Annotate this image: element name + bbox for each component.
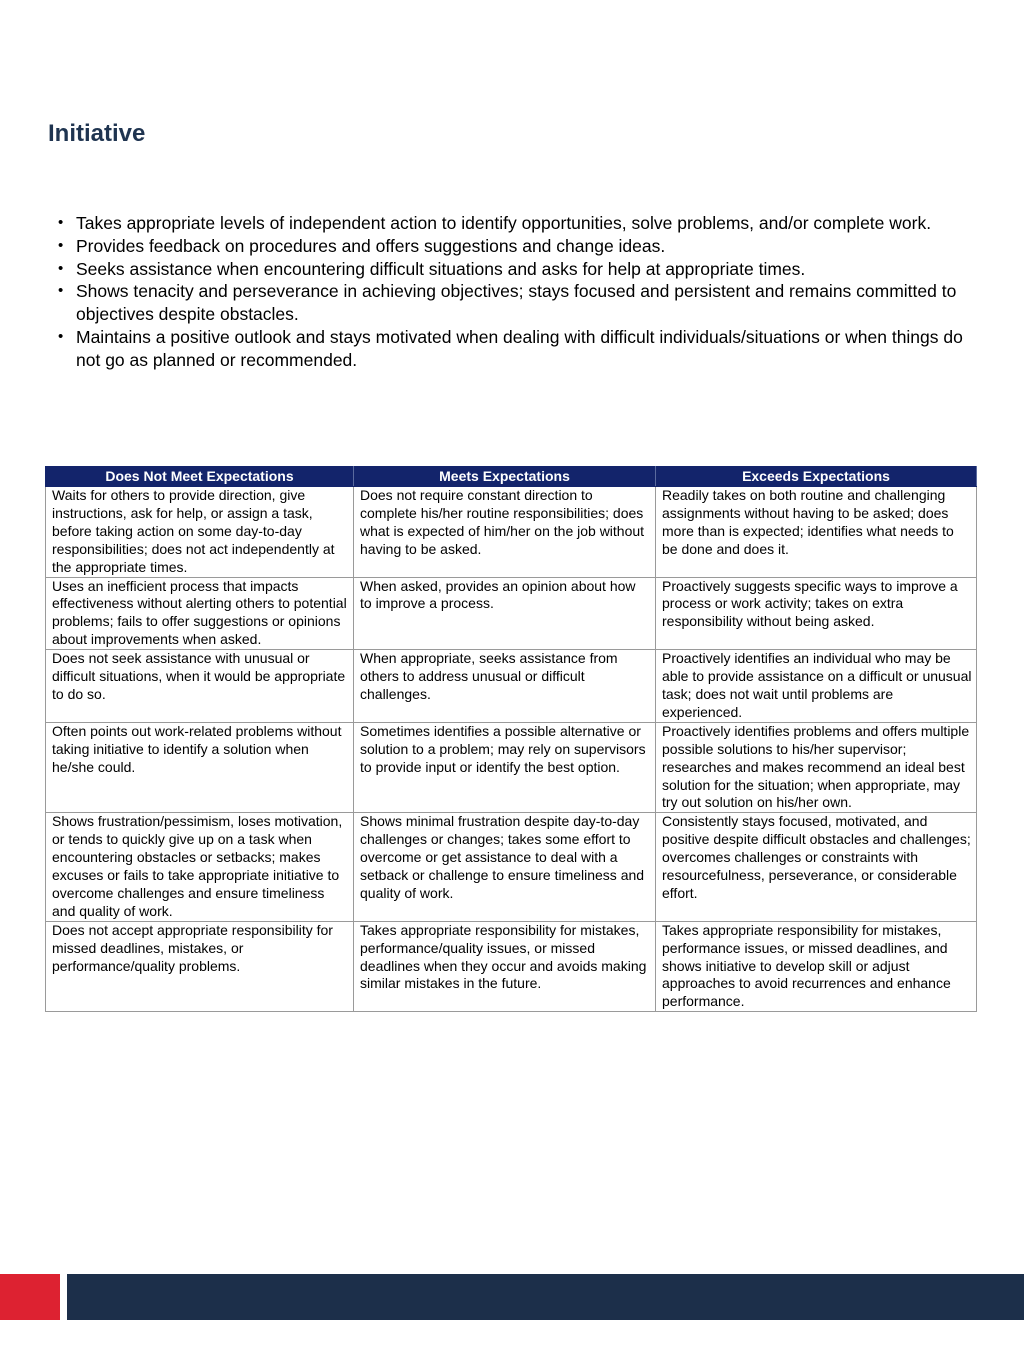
cell-meets: When appropriate, seeks assistance from others to address unusual or difficult challenges.	[354, 650, 656, 723]
bullet-icon: •	[58, 282, 64, 300]
bullet-icon: •	[58, 214, 64, 231]
page-title: Initiative	[48, 120, 146, 147]
bullet-icon: •	[58, 327, 64, 345]
table-row	[46, 813, 977, 921]
bullet-text: Shows tenacity and perseverance in achieving objectives; stays focused and persistent and remains committed to objectives despite obstacles.	[76, 281, 957, 325]
table-row	[46, 577, 977, 650]
header-exceeds: Exceeds Expectations	[656, 467, 977, 487]
bullet-text: Takes appropriate levels of independent action to identify opportunities, solve problems, and/or complete work.	[76, 213, 932, 233]
table-row	[46, 650, 977, 723]
bullet-item	[58, 326, 978, 372]
cell-does-not-meet: Often points out work-related problems without taking initiative to identify a solution when he/she could.	[46, 722, 354, 813]
footer-navy-bar	[67, 1274, 1024, 1320]
header-does-not-meet: Does Not Meet Expectations	[46, 467, 354, 487]
footer-red-block	[0, 1274, 60, 1320]
cell-does-not-meet: Waits for others to provide direction, give instructions, ask for help, or assign a task, before taking action on some day-to-day responsibilities; does not act independently at the appropriate times.	[46, 487, 354, 578]
cell-exceeds: Proactively identifies an individual who may be able to provide assistance on a difficult or unusual task; does not wait until problems are experienced.	[656, 650, 977, 723]
cell-exceeds: Proactively identifies problems and offers multiple possible solutions to his/her supervisor; researches and makes recommend an ideal best solution for the situation; when appropriate, may try out solution on his/her own.	[656, 722, 977, 813]
table-row	[46, 487, 977, 578]
bullet-text: Maintains a positive outlook and stays motivated when dealing with difficult individuals/situations or when things do not go as planned or recommended.	[76, 326, 963, 370]
bullet-item	[58, 280, 978, 326]
cell-does-not-meet: Does not accept appropriate responsibility for missed deadlines, mistakes, or performance/quality problems.	[46, 921, 354, 1012]
bullet-item	[58, 258, 978, 281]
table-row	[46, 921, 977, 1012]
cell-exceeds: Takes appropriate responsibility for mistakes, performance issues, or missed deadlines, and shows initiative to develop skill or adjust approaches to avoid recurrences and enhance performance.	[656, 921, 977, 1012]
cell-meets: Shows minimal frustration despite day-to-day challenges or changes; takes some effort to overcome or get assistance to deal with a setback or challenge to ensure timeliness and quality of work.	[354, 813, 656, 921]
cell-exceeds: Consistently stays focused, motivated, and positive despite difficult obstacles and challenges; overcomes challenges or constraints with resourcefulness, perseverance, or considerable effort.	[656, 813, 977, 921]
cell-meets: Sometimes identifies a possible alternative or solution to a problem; may rely on supervisors to provide input or identify the best option.	[354, 722, 656, 813]
bullet-icon: •	[58, 259, 64, 277]
cell-exceeds: Proactively suggests specific ways to improve a process or work activity; takes on extra responsibility without being asked.	[656, 577, 977, 650]
table-header-row	[46, 467, 977, 487]
cell-exceeds: Readily takes on both routine and challenging assignments without having to be asked; does more than is expected; identifies what needs to be done and does it.	[656, 487, 977, 578]
cell-does-not-meet: Does not seek assistance with unusual or difficult situations, when it would be appropriate to do so.	[46, 650, 354, 723]
cell-does-not-meet: Shows frustration/pessimism, loses motivation, or tends to quickly give up on a task when encountering obstacles or setbacks; makes excuses or fails to take appropriate initiative to overcome challenges and ensure timeliness and quality of work.	[46, 813, 354, 921]
bullet-icon: •	[58, 236, 64, 254]
table-row	[46, 722, 977, 813]
bullet-text: Seeks assistance when encountering difficult situations and asks for help at appropriate times.	[76, 258, 806, 279]
bullet-item	[58, 212, 978, 235]
cell-meets: When asked, provides an opinion about how to improve a process.	[354, 577, 656, 650]
header-meets: Meets Expectations	[354, 467, 656, 487]
bullet-text: Provides feedback on procedures and offers suggestions and change ideas.	[76, 235, 666, 256]
cell-meets: Takes appropriate responsibility for mistakes, performance/quality issues, or missed deadlines when they occur and avoids making similar mistakes in the future.	[354, 921, 656, 1012]
expectations-table	[45, 466, 977, 1012]
competency-bullet-list	[58, 212, 978, 372]
cell-does-not-meet: Uses an inefficient process that impacts effectiveness without alerting others to potential problems; fails to offer suggestions or opinions about improvements when asked.	[46, 577, 354, 650]
bullet-item	[58, 235, 978, 258]
cell-meets: Does not require constant direction to complete his/her routine responsibilities; does what is expected of him/her on the job without having to be asked.	[354, 487, 656, 578]
